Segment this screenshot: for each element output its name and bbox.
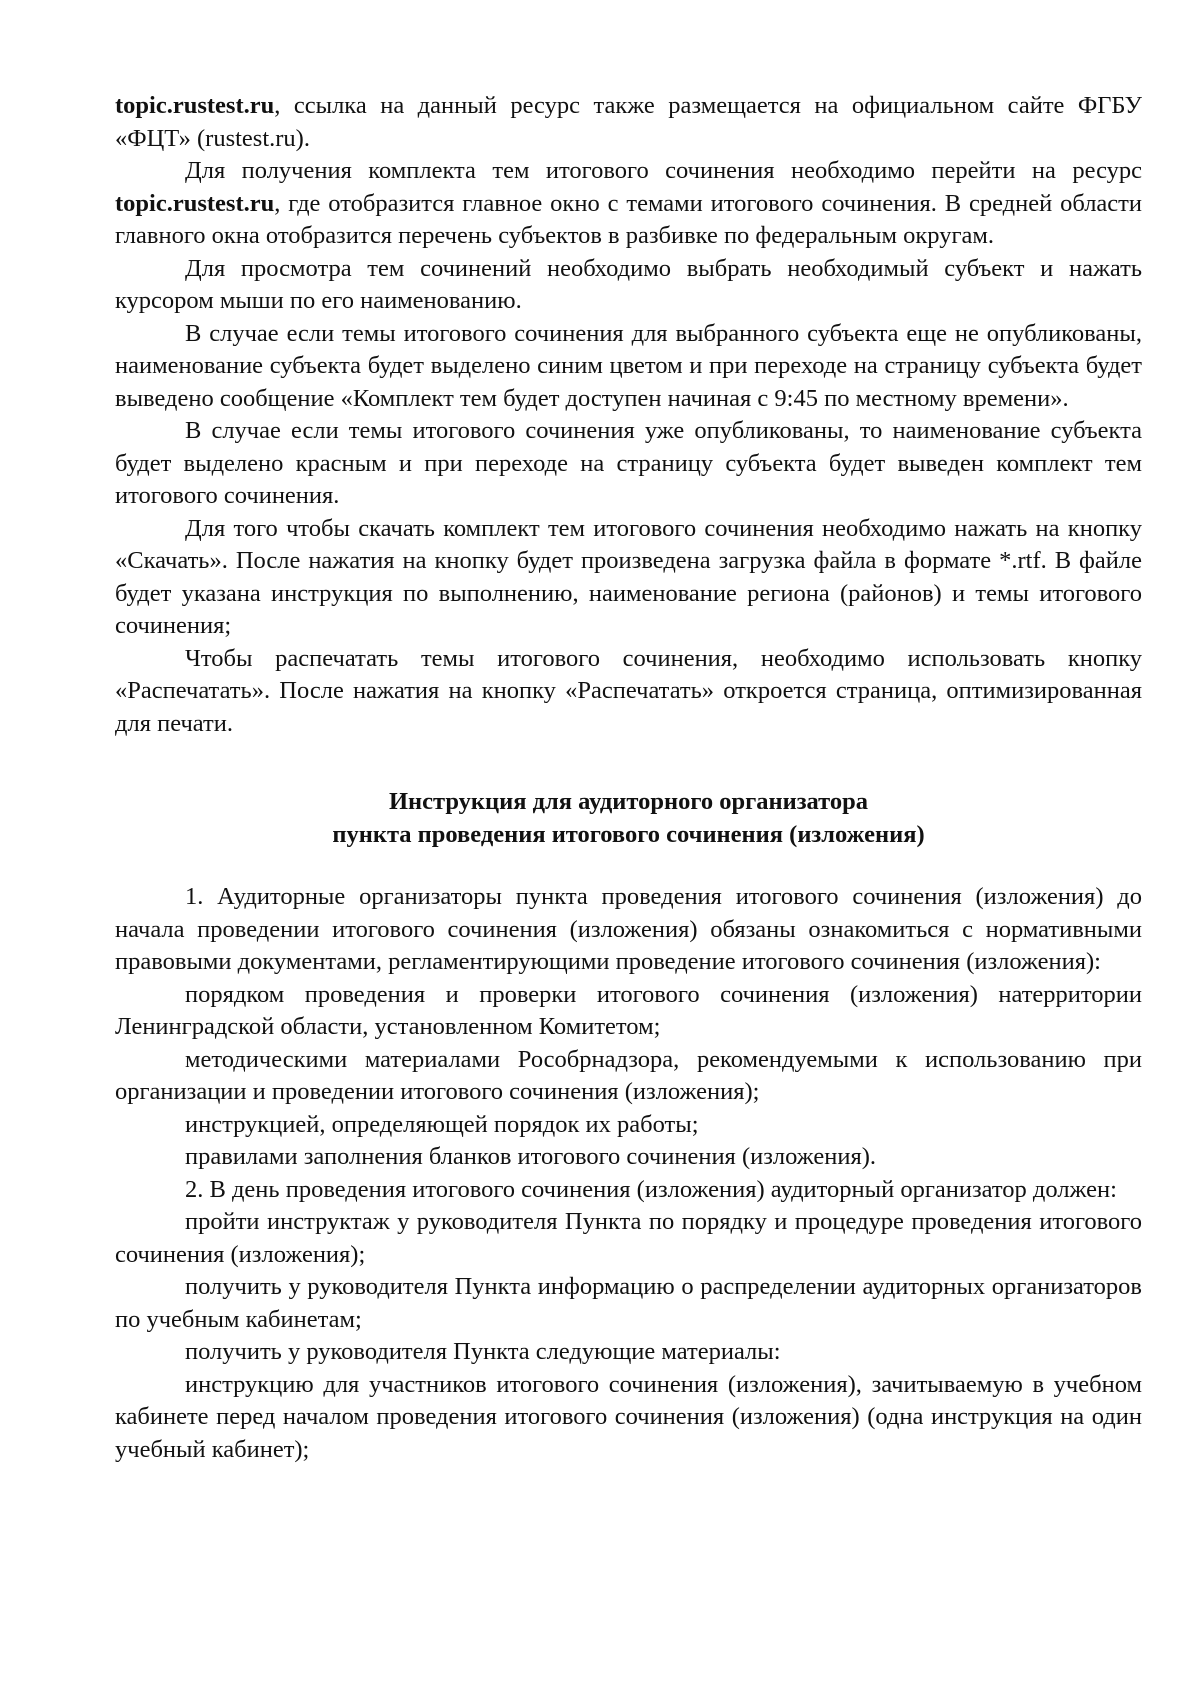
resource-link-text: topic.rustest.ru <box>115 92 275 119</box>
resource-link-text: topic.rustest.ru <box>115 189 275 217</box>
paragraph-get-topics <box>115 155 1142 253</box>
paragraph-published: В случае если темы итогового сочинения уже опубликованы, то наименование субъекта будет выделено красным и при переходе на страницу субъекта будет выведен комплект тем итогового сочинения. <box>115 417 1142 509</box>
paragraph-instruction: инструкцией, определяющей порядок их работы; <box>185 1110 699 1138</box>
paragraph-text: Для получения комплекта тем итогового сочинения необходимо перейти на ресурс <box>185 157 1142 184</box>
paragraph-view-topics: Для просмотра тем сочинений необходимо выбрать необходимый субъект и нажать курсором мыши по его наименованию. <box>115 254 1142 314</box>
paragraph-methodical: методическими материалами Рособрнадзора, рекомендуемыми к использованию при организации и проведении итогового сочинения (изложения); <box>115 1045 1142 1105</box>
paragraph-resource-link <box>115 90 1142 155</box>
paragraph-text: , где отобразится главное окно с темами итогового сочинения. В средней области главного окна отобразится перечень субъектов в разбивке по федеральным округам. <box>115 189 1142 249</box>
paragraph-item-2: 2. В день проведения итогового сочинения (изложения) аудиторный организатор должен: <box>185 1175 1117 1203</box>
paragraph-order: порядком проведения и проверки итогового сочинения (изложения) натерритории Ленинградской области, установленном Комитетом; <box>115 980 1142 1040</box>
heading-line-1: Инструкция для аудиторного организатора <box>388 788 869 815</box>
paragraph-item-1: 1. Аудиторные организаторы пункта проведения итогового сочинения (изложения) до начала проведении итогового сочинения (изложения) обязаны ознакомиться с нормативными правовыми документами, регламентирующими проведение итогового сочинения (изложения): <box>115 883 1142 975</box>
paragraph-print: Чтобы распечатать темы итогового сочинения, необходимо использовать кнопку «Распечатать». После нажатия на кнопку «Распечатать» откроется страница, оптимизированная для печати. <box>115 644 1142 737</box>
paragraph-not-published: В случае если темы итогового сочинения для выбранного субъекта еще не опубликованы, наименование субъекта будет выделено синим цветом и при переходе на страницу субъекта будет выведено сообщение «Комплект тем будет доступен начиная с 9:45 по местному времени». <box>115 319 1142 412</box>
paragraph-briefing: пройти инструктаж у руководителя Пункта по порядку и процедуре проведения итогового сочинения (изложения); <box>115 1208 1142 1268</box>
paragraph-distribution: получить у руководителя Пункта информацию о распределении аудиторных организаторов по учебным кабинетам; <box>115 1273 1142 1333</box>
heading-line-2: пункта проведения итогового сочинения (изложения) <box>332 820 925 848</box>
paragraph-text: , ссылка на данный ресурс также размещается на официальном сайте ФГБУ «ФЦТ» (rustest.ru). <box>115 92 1142 152</box>
section-heading <box>115 786 1142 851</box>
paragraph-download: Для того чтобы скачать комплект тем итогового сочинения необходимо нажать на кнопку «Скачать». После нажатия на кнопку будет произведена загрузка файла в формате *.rtf. В файле будет указана инструкция по выполнению, наименование региона (районов) и темы итогового сочинения; <box>115 514 1142 639</box>
document-page <box>115 90 1142 1466</box>
paragraph-forms-rules: правилами заполнения бланков итогового сочинения (изложения). <box>185 1143 877 1170</box>
paragraph-materials: получить у руководителя Пункта следующие материалы: <box>185 1338 781 1365</box>
paragraph-participant-instruction: инструкцию для участников итогового сочинения (изложения), зачитываемую в учебном кабинете перед началом проведения итогового сочинения (изложения) (одна инструкция на один учебный кабинет); <box>115 1370 1142 1463</box>
